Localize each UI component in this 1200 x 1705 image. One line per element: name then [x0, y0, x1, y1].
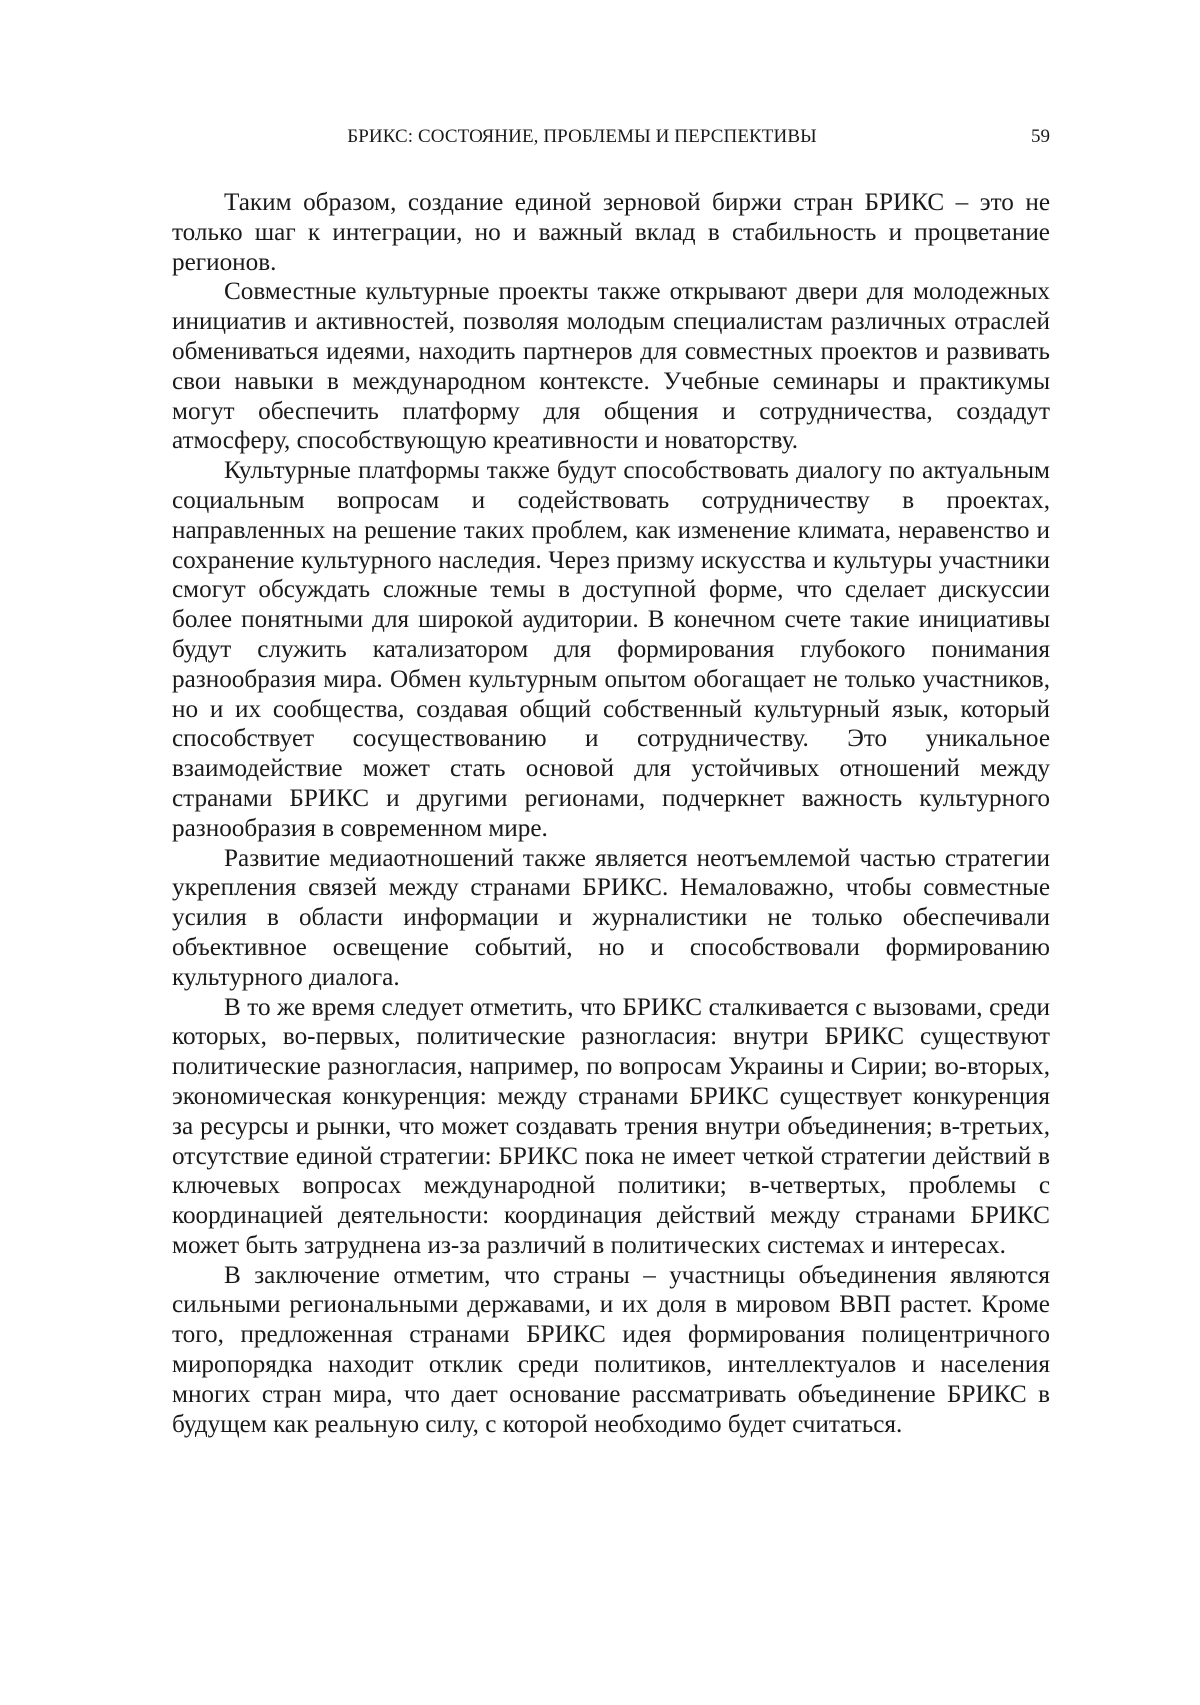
running-header: [172, 123, 1050, 151]
paragraph-challenges: В то же время следует отметить, что БРИКС сталкивается с вызовами, среди которых, во-первых, политические разногласия: внутри БРИКС суще­ствуют политические разногласия, например, по вопросам Украины и Си­рии; во-вторых, экономическая конкуренция: между странами БРИКС суще­ствует конкуренция за ресурсы и рынки, что может создавать трения внутри объединения; в-третьих, отсутствие единой стратегии: БРИКС пока не имеет четкой стратегии действий в ключевых вопросах международной политики; в-четвертых, проблемы с координацией деятельности: координация действий между странами БРИКС может быть затруднена из-за различий в политиче­ских системах и интересах.: [172, 993, 1050, 1261]
body-text: [172, 188, 1050, 1439]
running-title: БРИКС: СОСТОЯНИЕ, ПРОБЛЕМЫ И ПЕРСПЕКТИВЫ: [172, 123, 992, 151]
paragraph-grain-exchange: Таким образом, создание единой зерновой биржи стран БРИКС – это не только шаг к интеграции, но и важный вклад в стабильность и процветание регионов.: [172, 188, 1050, 277]
document-page: [0, 0, 1200, 1705]
paragraph-cultural-platforms: Культурные платформы также будут способствовать диалогу по акту­альным социальным вопросам и содействовать сотрудничеству в проектах, направленных на решение таких проблем, как изменение климата, нераве­нство и сохранение культурного наследия. Через призму искусства и культу­ры участники смогут обсуждать сложные темы в доступной форме, что сде­лает дискуссии более понятными для широкой аудитории. В конечном счете такие инициативы будут служить катализатором для формирования глубоко­го понимания разнообразия мира. Обмен культурным опытом обогащает не только участников, но и их сообщества, создавая общий собственный куль­турный язык, который способствует сосуществованию и сотрудничеству. Это уникальное взаимодействие может стать основой для устойчивых отно­шений между странами БРИКС и другими регионами, подчеркнет важность культурного разнообразия в современном мире.: [172, 456, 1050, 843]
paragraph-youth-projects: Совместные культурные проекты также открывают двери для молодеж­ных инициатив и активностей, позволяя молодым специалистам различных отраслей обмениваться идеями, находить партнеров для совместных проек­тов и развивать свои навыки в международном контексте. Учебные семина­ры и практикумы могут обеспечить платформу для общения и сотрудниче­ства, создадут атмосферу, способствующую креативности и новаторству.: [172, 277, 1050, 456]
paragraph-conclusion: В заключение отметим, что страны – участницы объединения являются сильными региональными державами, и их доля в мировом ВВП растет. Кро­ме того, предложенная странами БРИКС идея формирования полицентрично­го миропорядка находит отклик среди политиков, интеллектуалов и населения многих стран мира, что дает основание рассматривать объединение БРИКС в будущем как реальную силу, с которой необходимо будет считаться.: [172, 1261, 1050, 1440]
paragraph-media-relations: Развитие медиаотношений также является неотъемлемой частью страте­гии укрепления связей между странами БРИКС. Немаловажно, чтобы сов­местные усилия в области информации и журналистики не только обеспечи­вали объективное освещение событий, но и способствовали формированию культурного диалога.: [172, 844, 1050, 993]
page-number: 59: [1031, 123, 1050, 151]
